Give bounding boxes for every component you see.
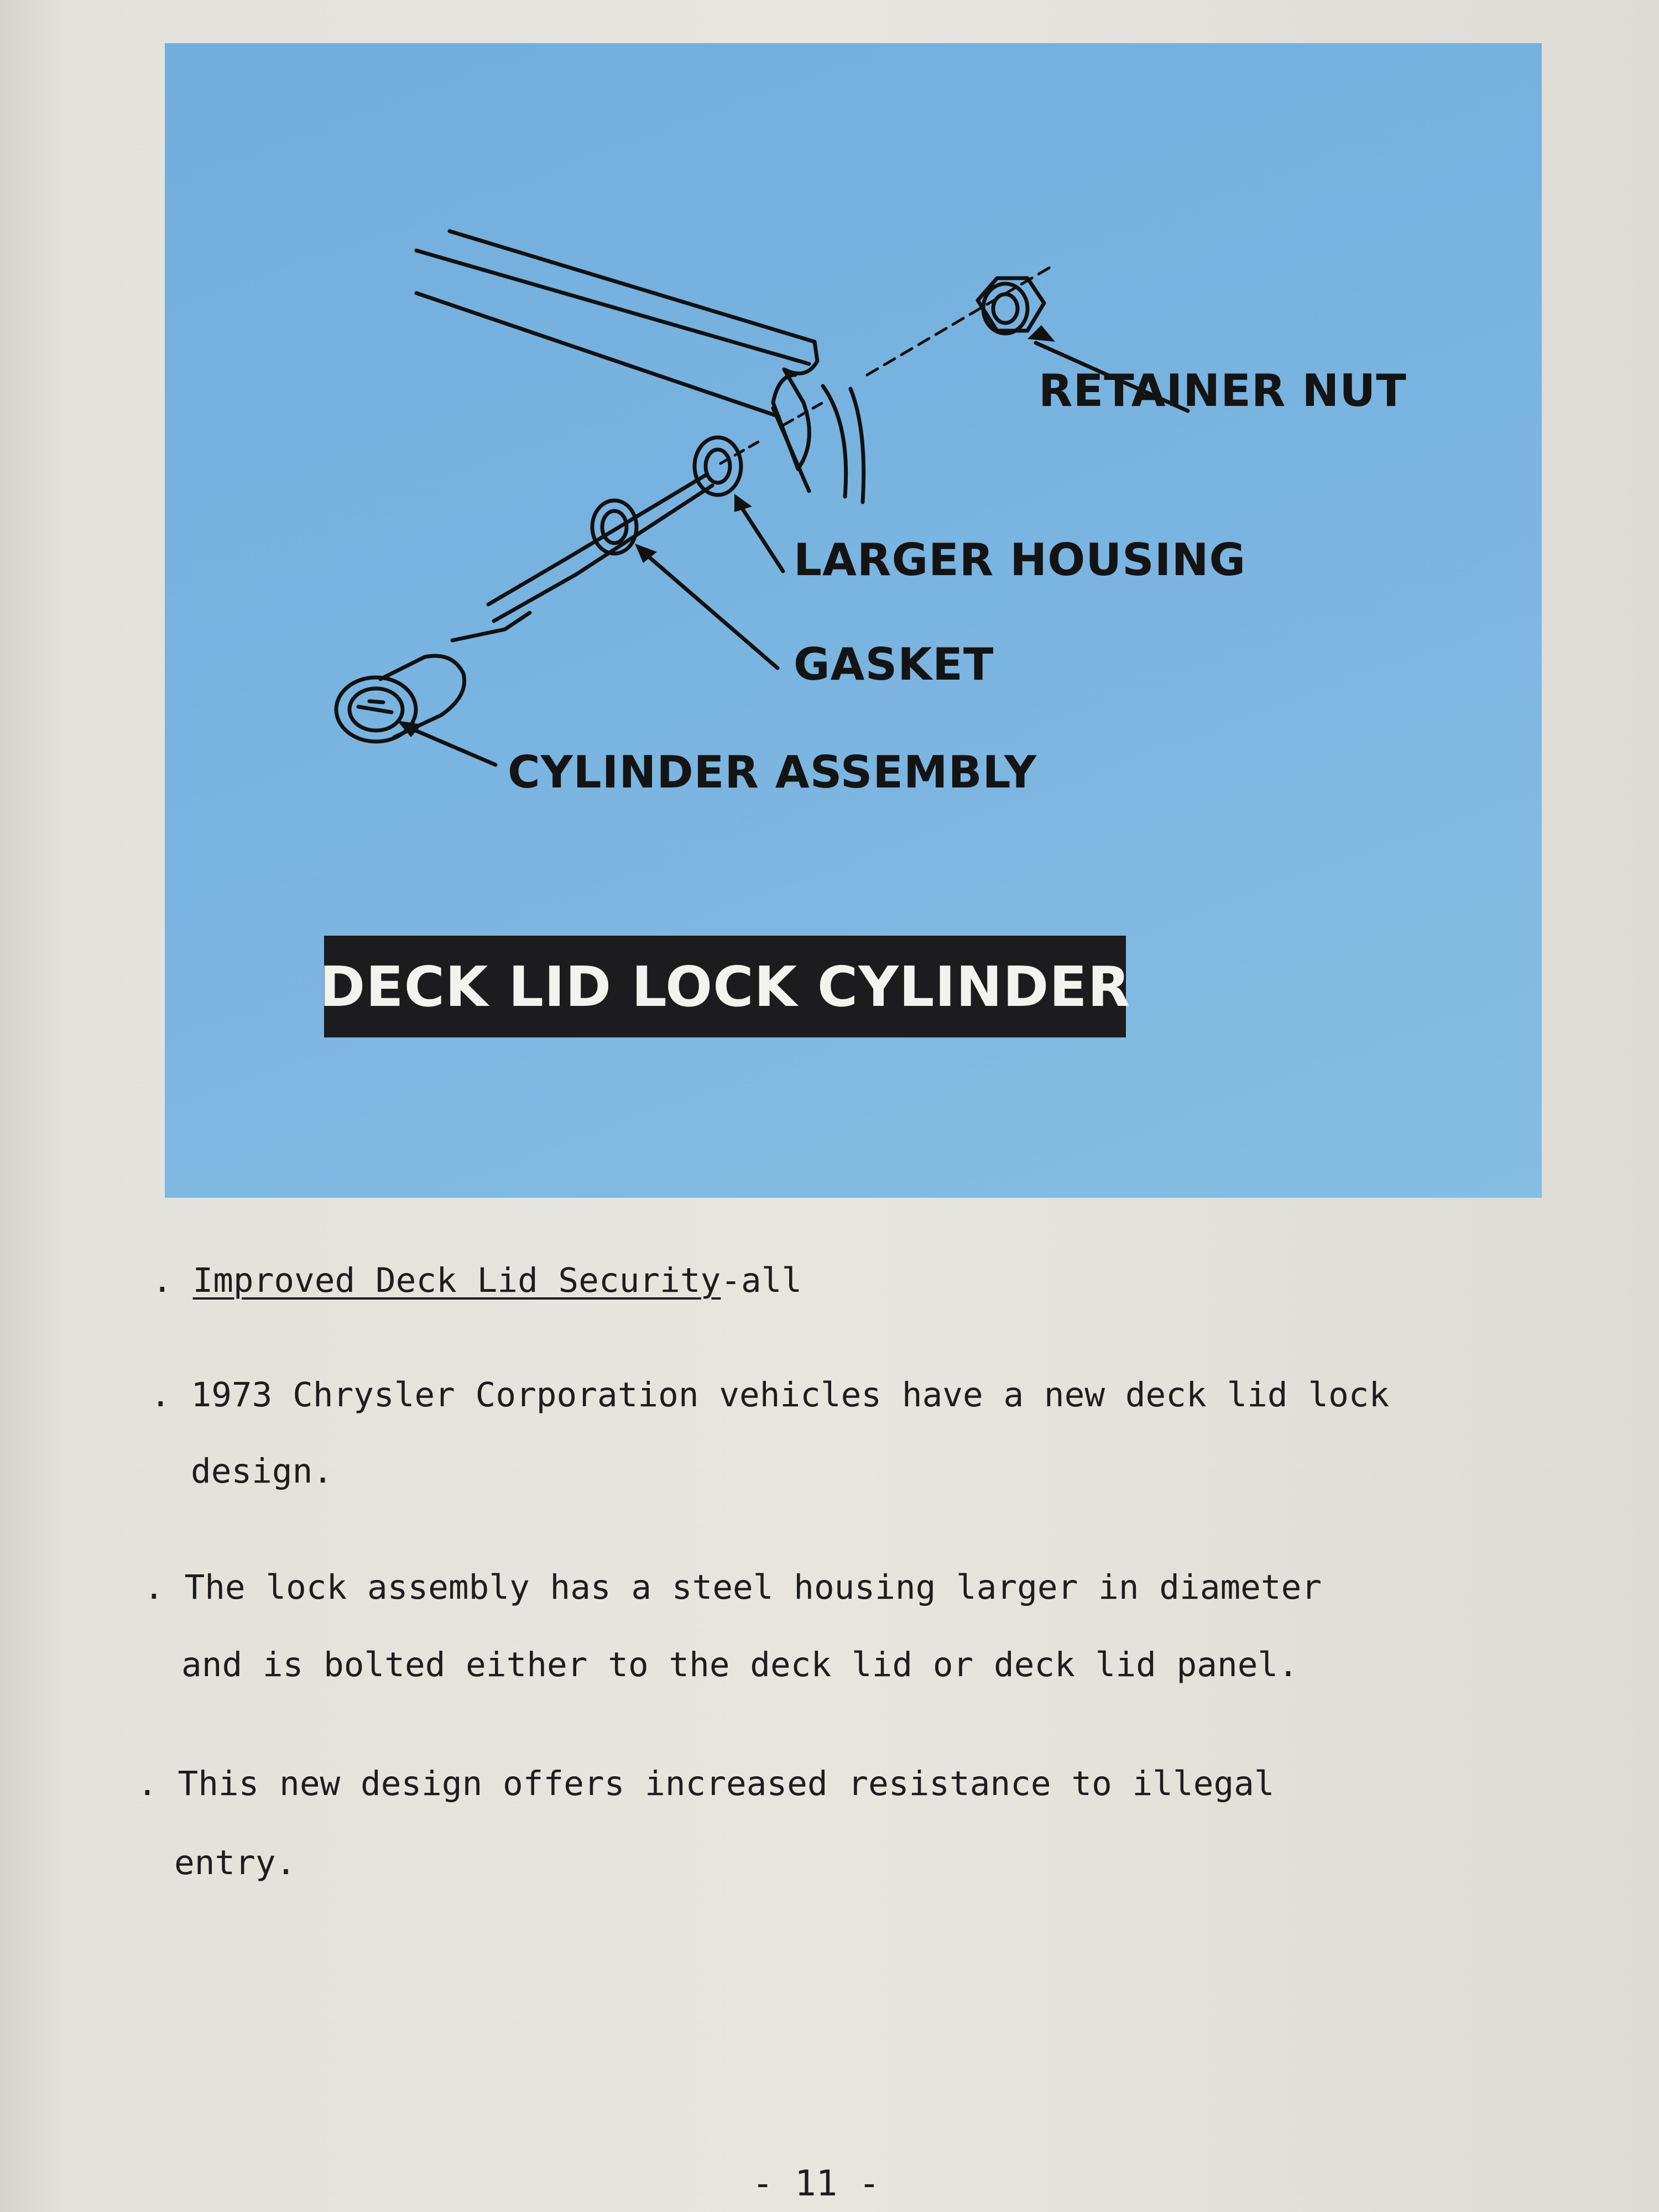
deck-lid-edge [416, 293, 779, 416]
callout-leader [643, 552, 778, 668]
bullet-marker: . [137, 1764, 158, 1803]
cylinder-tang [452, 613, 530, 640]
bullet-1-continuation: design. [191, 1452, 333, 1491]
figure-title-plate [319, 936, 1131, 1037]
figure-panel [165, 43, 1542, 1198]
section-heading [152, 1261, 802, 1300]
deck-lid-edge [416, 251, 809, 364]
page-number: - 11 - [752, 2163, 880, 2204]
callout-leader [405, 726, 495, 765]
bullet-marker: . [144, 1568, 164, 1607]
figure-title: DECK LID LOCK CYLINDER [319, 954, 1131, 1019]
callout-leader [740, 505, 783, 571]
callout-retainer-nut: RETAINER NUT [1039, 365, 1407, 416]
heading-underlined: Improved Deck Lid Security [192, 1261, 721, 1300]
arrowhead [1027, 325, 1055, 342]
bullet-line: The lock assembly has a steel housing larger in diameter [184, 1568, 1322, 1607]
bullet-2-continuation: and is bolted either to the deck lid or deck lid panel. [181, 1645, 1298, 1684]
callout-cylinder-assembly: CYLINDER ASSEMBLY [508, 747, 1037, 798]
bullet-3 [137, 1764, 1275, 1803]
callout-gasket: GASKET [794, 639, 994, 690]
larger-housing [695, 437, 741, 495]
heading-bullet: . [152, 1261, 173, 1300]
bullet-line: This new design offers increased resistance to illegal [178, 1764, 1275, 1803]
cylinder-assembly [336, 656, 465, 742]
heading-suffix: -all [721, 1261, 802, 1300]
bullet-3-continuation: entry. [174, 1843, 296, 1882]
callout-larger-housing: LARGER HOUSING [794, 534, 1246, 586]
retainer-nut [978, 278, 1044, 333]
bullet-line: 1973 Chrysler Corporation vehicles have a new deck lid lock [191, 1375, 1390, 1415]
bullet-1 [150, 1375, 1389, 1415]
deck-lid-flange [773, 386, 864, 502]
cylinder-shaft [488, 474, 707, 604]
bullet-2 [144, 1568, 1322, 1607]
gasket [592, 500, 637, 554]
bullet-marker: . [150, 1375, 171, 1415]
